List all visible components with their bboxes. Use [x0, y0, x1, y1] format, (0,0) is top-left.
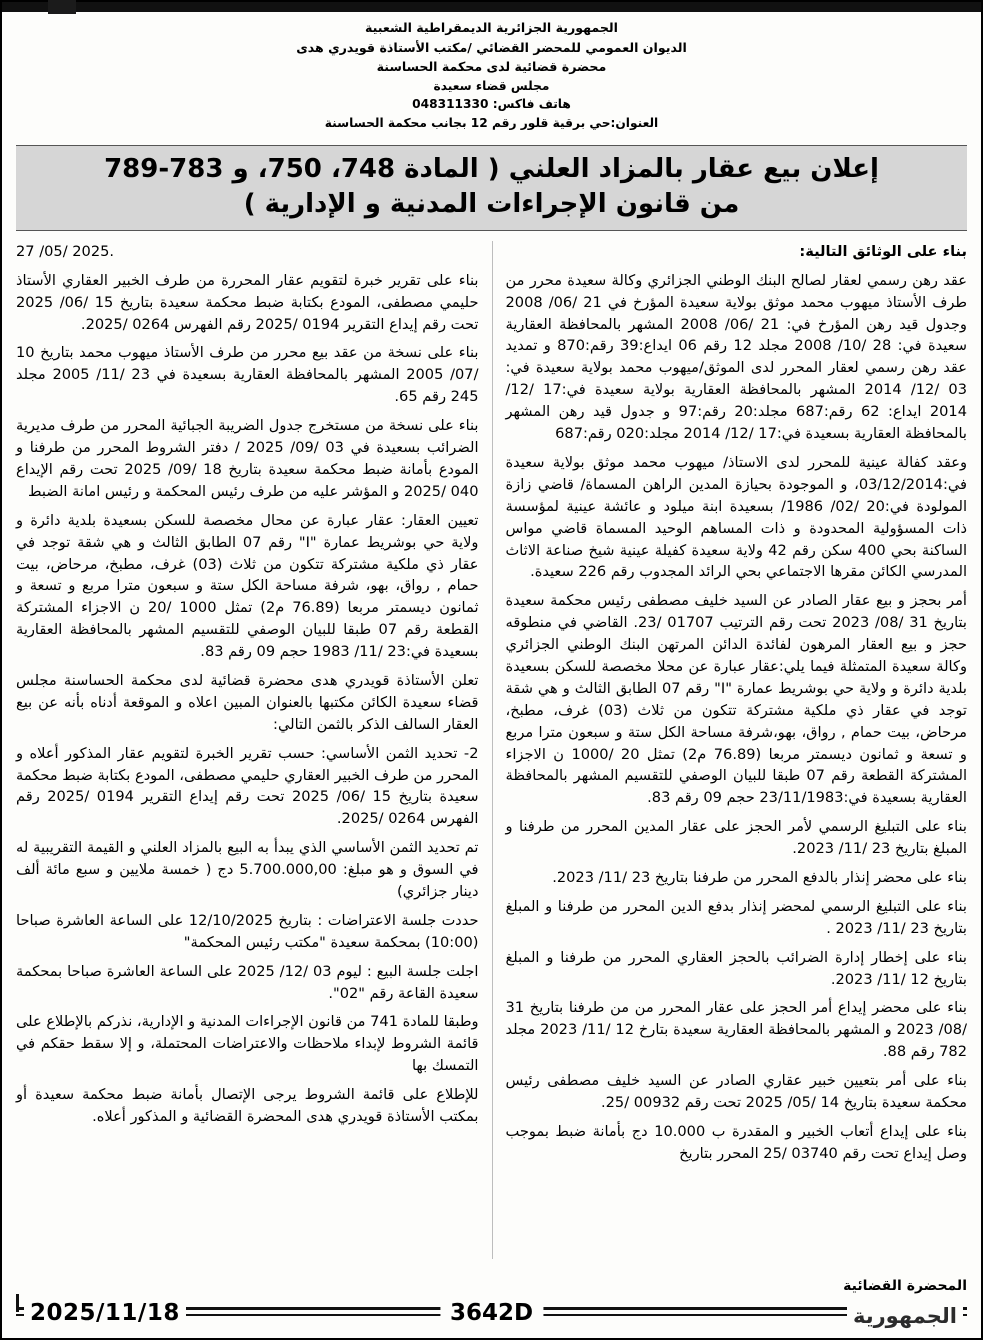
- masthead-line-1: الجمهورية الجزائرية الديمقراطية الشعبية: [365, 20, 618, 35]
- left-paragraph-5: تعلن الأستاذة قويدري هدى محضرة قضائية لدى محكمة الحساسنة مجلس قضاء سعيدة الكائن مكتبها بالعنوان المبين اعلاه و الموقعة أدناه بأنه عن بيع العقار السالف الذكر بالثمن التالي:: [16, 671, 479, 733]
- left-paragraph-8: حددت جلسة الاعتراضات : بتاريخ 12/10/2025 على الساعة العاشرة صباحا (10:00) بمحكمة سعيدة "مكتب رئيس المحكمة": [16, 911, 479, 951]
- footer-code: 3642D: [440, 1300, 543, 1326]
- article-columns: [16, 241, 967, 1259]
- left-paragraph-6: 2- تحديد الثمن الأساسي: حسب تقرير الخبرة لتقويم عقار المذكور أعلاه و المحرر من طرف الخبير العقاري حليمي مصطفى، المودع بكتابة ضبط محكمة سعيدة بتاريخ 15 /06/ 2025 تحت رقم إيداع التقرير 0194 /2025 رقم الفهرس 0264 /2025.: [16, 744, 479, 828]
- right-paragraph-8: بناء على محضر إيداع أمر الحجز على عقار المحرر من من طرفنا بتاريخ 31 /08/ 2023 و المشهر بالمحافظة العقارية سعيدة بتارخ 12 /11/ 2023 مجلد 782 رقم 88.: [505, 999, 968, 1061]
- column-left: [16, 241, 492, 1259]
- left-top-date: 27 /05/ 2025.: [16, 242, 115, 260]
- left-paragraph-1: بناء على تقرير خبرة لتقويم عقار المحررة من طرف الخبير العقاري الأستاذ حليمي مصطفى، المودع بكتابة ضبط محكمة سعيدة بتاريخ 15 /06/ 2025 تحت رقم إيداع التقرير 0194 /2025 رقم الفهرس 0264 /2025.: [16, 271, 479, 333]
- right-paragraph-5: بناء على محضر إنذار بالدفع المحرر من طرفنا بتاريخ 23 /11/ 2023.: [552, 868, 967, 886]
- right-lead: بناء على الوثائق التالية:: [799, 242, 967, 260]
- left-paragraph-10: وطبقا للمادة 741 من قانون الإجراءات المدنية و الإدارية، نذركم بالإطلاع على قائمة الشروط لإبداء ملاحظات والاعتراضات المحتملة، و إلا سقط حقكم في التمسك بها: [16, 1013, 479, 1075]
- footer-date: 2025/11/18: [24, 1300, 186, 1326]
- left-paragraph-9: اجلت جلسة البيع : ليوم 03 /12/ 2025 على الساعة العاشرة صباحا بمحكمة سعيدة القاعة رقم "02".: [16, 962, 479, 1002]
- left-paragraph-2: بناء على نسخة من عقد بيع محرر من طرف الأستاذ ميهوب محمد بتاريخ 10 /07/ 2005 المشهر بالمحافظة العقارية بسعيدة في 23 /11/ 2005 مجلد 245 رقم 65.: [16, 344, 479, 406]
- masthead-line-2: الديوان العمومي للمحضر القضائي /مكتب الأستاذة قويدري هدى: [296, 39, 687, 55]
- masthead-line-6: العنوان:حي برقية قلور رقم 12 بجانب محكمة الحساسنة: [324, 116, 659, 131]
- left-paragraph-4: تعيين العقار: عقار عبارة عن محال مخصصة للسكن بسعيدة بلدية دائرة و ولاية حي بوشريط عمارة "I" رقم 07 الطابق الثالث و هي شقة توجد في عقار ذي ملكية مشتركة تتكون من ثلاث (03) غرف، مطبخ، مرحاض، بيت حمام , رواق، بهو، شرفة مساحة الكل ستة و سبعون مترا مربع و تسعة و ثمانون ديسمتر مربعا (76.89 م2) تمثل 1000 /20 ن الاجزاء المشتركة القطعة رقم 07 طبقا للبيان الوصفي للتقسيم المشهر بالمحافظة العقارية بسعيدة في:23 /11/ 1983 حجم 09 رقم 83.: [16, 511, 479, 661]
- title-line-1: إعلان بيع عقار بالمزاد العلني ( المادة 748، 750، و 783-789: [104, 154, 879, 185]
- masthead-line-3: محضرة قضائية لدى محكمة الحساسنة: [376, 59, 607, 75]
- right-paragraph-10: بناء على إيداع أتعاب الخبير و المقدرة ب 10.000 دج بأمانة ضبط بموجب وصل إيداع تحت رقم 03740 /25 المحرر بتاريخ: [505, 1122, 967, 1162]
- signature-label: المحضرة القضائية: [843, 1278, 967, 1294]
- top-black-bar: [2, 2, 981, 12]
- right-paragraph-9: بناء على أمر بتعيين خبير عقاري الصادر عن السيد خليف مصطفى رئيس محكمة سعيدة بتاريخ 14 /05/ 2025 تحت رقم 00932 /25.: [505, 1072, 967, 1111]
- announcement-title-banner: [16, 145, 967, 231]
- page-inner: [16, 18, 967, 1286]
- right-paragraph-4: بناء على التبليغ الرسمي لأمر الحجز على عقار المدين المحرر من طرفنا و المبلغ بتاريخ 23 /11/ 2023.: [505, 818, 967, 858]
- masthead: [16, 18, 967, 133]
- right-paragraph-7: بناء على إخطار إدارة الضرائب بالحجز العقاري المحرر من طرفنا و المبلغ بتاريخ 12 /11/ 2023.: [505, 948, 967, 988]
- left-paragraph-3: بناء على نسخة من مستخرج جدول الضريبة الجبائية المحرر من طرف مديرية الضرائب بسعيدة في 03 /09/ 2025 / دفتر الشروط المحرر من طرفنا و المودع بأمانة ضبط محكمة سعيدة بتاريخ 18 /09/ 2025 تحت رقم الإيداع 040 /2025 و المؤشر عليه من طرف رئيس المحكمة و رئيس امانة الضبط: [16, 417, 479, 500]
- page-footer: [16, 1278, 967, 1328]
- masthead-line-4: مجلس قضاء سعيدة: [433, 78, 550, 93]
- top-left-marker: [48, 0, 76, 14]
- title-line-2: من قانون الإجراءات المدنية و الإدارية ): [243, 189, 740, 220]
- right-paragraph-1: عقد رهن رسمي لعقار لصالح البنك الوطني الجزائري وكالة سعيدة محرر من طرف الأستاذ ميهوب محمد موثق بولاية سعيدة المؤرخ في 21 /06/ 2008 وجدول قيد رهن المؤرخ في: 21 /06/ 2008 المشهر بالمحافظة العقارية سعيدة في: 28 /10/ 2008 مجلد 12 رقم 06 ايداع:39 رقم:870 و تمديد عقد رهن رسمي لعقار المحرر لدى الموثق/ميهوب محمد بولاية سعيدة في: 03 /12/ 2014 المشهر بالمحافظة العقارية بولاية سعيدة في:17 /12/ 2014 ايداع: 62 رقم:687 مجلد:20 رقم:97 و جدول قيد رهن المشهر بالمحافظة العقارية بسعيدة في:17 /12/ 2014 مجلد:020 رقم:687: [505, 271, 968, 443]
- left-paragraph-11: للإطلاع على قائمة الشروط يرجى الإتصال بأمانة ضبط محكمة سعيدة أو بمكتب الأستاذة قويدري هدى المحضرة القضائية و المذكور أعلاه.: [16, 1086, 479, 1125]
- right-paragraph-6: بناء على التبليغ الرسمي لمحضر إنذار بدفع الدين المحرر من طرفنا و المبلغ بتاريخ 23 /11/ 2023 .: [505, 897, 967, 937]
- footer-brand: الجمهورية: [847, 1304, 963, 1328]
- left-paragraph-7: تم تحديد الثمن الأساسي الذي يبدأ به البيع بالمزاد العلني و القيمة التقريبية له في السوق و هو مبلغ: 5.700.000,00 دج ( خمسة ملايين و سبع مائة ألف دينار جزائري): [16, 839, 479, 900]
- right-paragraph-3: أمر بحجز و بيع عقار الصادر عن السيد خليف مصطفى رئيس محكمة سعيدة بتاريخ 31 /08/ 2023 تحت رقم الترتيب 01707 /23. القاضي في منطوقه حجز و بيع العقار المرهون لفائدة الدائن المرتهن البنك الوطني الجزائري وكالة سعيدة المتمثلة فيما يلي:عقار عبارة عن محلا مخصصة للسكن بسعيدة بلدية دائرة و ولاية حي بوشريط عمارة "I" رقم 07 الطابق الثالث و هي شقة توجد في عقار ذي ملكية مشتركة تتكون من ثلاث (03) غرف، مطبخ، مرحاض، بيت حمام , رواق، بهو،شرفة مساحة الكل ستة و سبعون مترا مربع و تسعة و ثمانون ديسمتر مربعا (76.89 م2) تمثل 20 /1000 ن الاجزاء المشتركة القطعة رقم 07 طبقا للبيان الوصفي للتقسيم المشهر بالمحافظة العقارية بسعيدة في:23/11/1983 حجم 09 رقم 83.: [505, 592, 968, 807]
- column-right: [492, 241, 968, 1259]
- right-paragraph-2: وعقد كفالة عينية للمحرر لدى الاستاذ/ ميهوب محمد موثق بولاية سعيدة في:03/12/2014، و الموجودة بحيازة المدين الراهن المسماة/ قاضي زازة المولودة في:20 /02/ 1986/ بسعيدة ابنة ميلود و عائشة عينية لمؤسسة ذات المسؤولية المحدودة و ذات المساهم الوحيد المسماة قاضي مواس الساكنة بحي 400 سكن رقم 42 ولاية سعيدة كفيلة عينية شيخ صناعة الاثاث المدرسي الكائن مقرها الاجتماعي بحي الرائد المجدوب رقم 226 سعيدة.: [505, 453, 968, 581]
- masthead-line-5: هاتف فاكس: 048311330: [412, 97, 571, 112]
